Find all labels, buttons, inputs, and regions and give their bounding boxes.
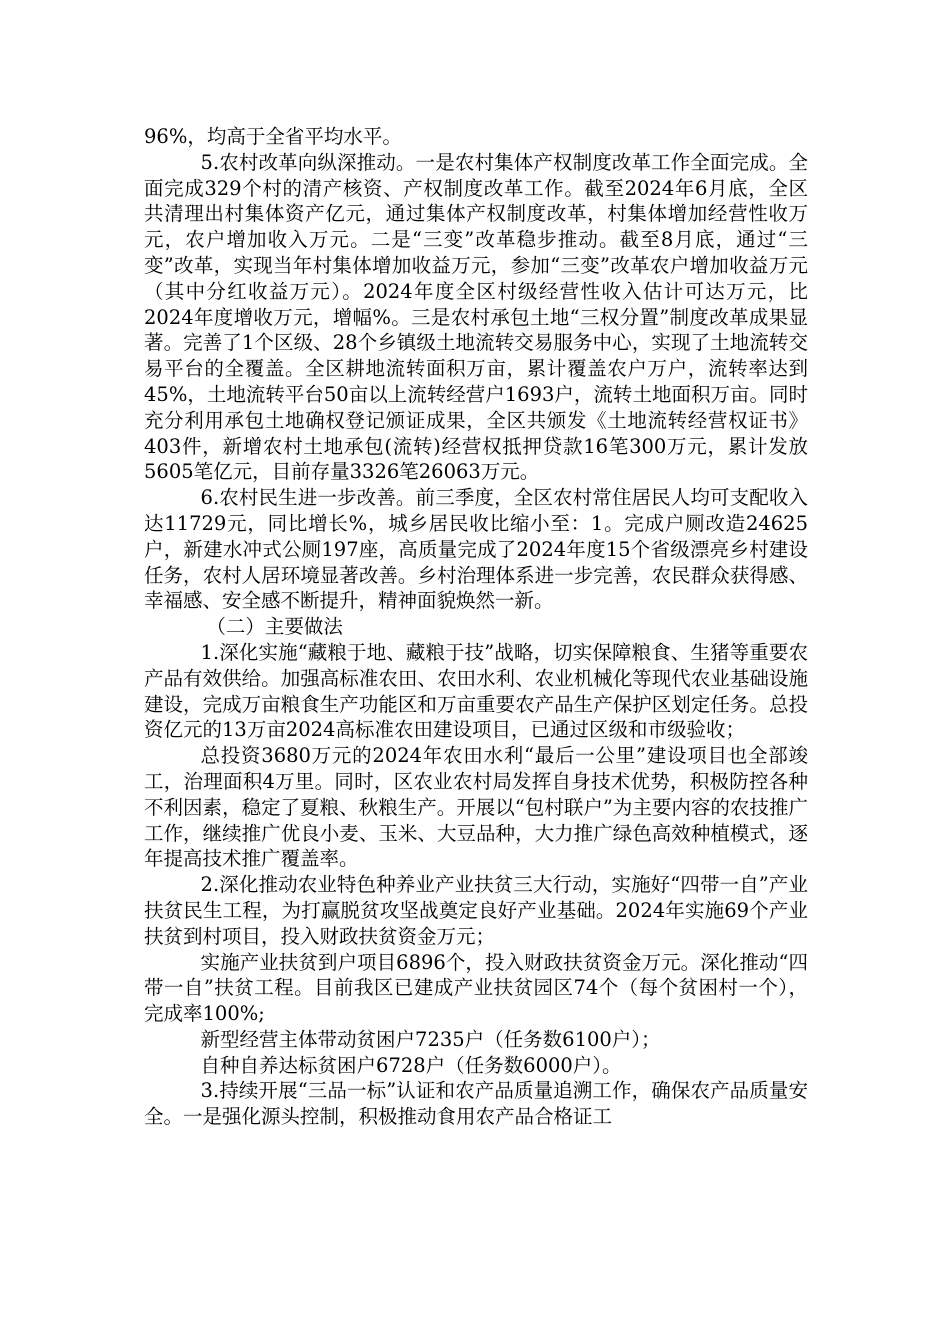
paragraph-continuation: 96%，均高于全省平均水平。 [144,125,402,148]
paragraph-self-sufficient: 自种自养达标贫困户6728户（任务数6000户）。 [200,1053,622,1077]
paragraph-irrigation-project: 总投资3680万元的2024年农田水利“最后一公里”建设项目也全部竣工，治理面积4万里。同时，区农业农村局发挥自身技术优势，积极防控各种不利因素，稳定了夏粮、秋粮生产。开展以“包村联户”为主要内容的农技推广工作，继续推广优良小麦、玉米、大豆品种，大力推广绿色高效种植模式，逐年提高技术推广覆盖率。 [144,744,808,871]
paragraph-poverty-industry: 2.深化推动农业特色种养业产业扶贫三大行动，实施好“四带一自”产业扶贫民生工程，为打赢脱贫攻坚战奠定良好产业基础。2024年实施69个产业扶贫到村项目，投入财政扶贫资金万元； [144,873,808,948]
section-heading-main-practices: （二）主要做法 [206,615,343,639]
paragraph-rural-reform: 5.农村改革向纵深推动。一是农村集体产权制度改革工作全面完成。全面完成329个村的清产核资、产权制度改革工作。截至2024年6月底，全区共清理出村集体资产亿元，通过集体产权制度改革，村集体增加经营性收万元，农户增加收入万元。二是“三变”改革稳步推动。截至8月底，通过“三变”改革，实现当年村集体增加收益万元，参加“三变”改革农户增加收益万元（其中分红收益万元）。2024年度全区村级经营性收入估计可达万元，比2024年度增收万元，增幅%。三是农村承包土地“三权分置”制度改革成果显著。完善了1个区级、28个乡镇级土地流转交易服务中心，实现了土地流转交易平台的全覆盖。全区耕地流转面积万亩，累计覆盖农户万户，流转率达到45%，土地流转平台50亩以上流转经营户1693户，流转土地面积万亩。同时充分利用承包土地确权登记颁证成果，全区共颁发《土地流转经营权证书》403件，新增农村土地承包(流转)经营权抵押贷款16笔300万元，累计发放5605笔亿元，目前存量3326笔26063万元。 [144,150,808,484]
document-page [144,124,808,1130]
paragraph-household-projects: 实施产业扶贫到户项目6896个，投入财政扶贫资金万元。深化推动“四带一自”扶贫工程。目前我区已建成产业扶贫园区74个（每个贫困村一个），完成率100%; [144,950,808,1026]
paragraph-new-operators: 新型经营主体带动贫困户7235户（任务数6100户）； [200,1027,661,1051]
paragraph-rural-livelihood: 6.农村民生进一步改善。前三季度，全区农村常住居民人均可支配收入达11729元，同比增长%，城乡居民收比缩小至：1。完成户厕改造24625户，新建水冲式公厕197座，高质量完成了2024年度15个省级漂亮乡村建设任务，农村人居环境显著改善。乡村治理体系进一步完善，农民群众获得感、幸福感、安全感不断提升，精神面貌焕然一新。 [144,486,808,613]
paragraph-grain-strategy: 1.深化实施“藏粮于地、藏粮于技”战略，切实保障粮食、生猪等重要农产品有效供给。加强高标准农田、农田水利、农业机械化等现代农业基础设施建设，完成万亩粮食生产功能区和万亩重要农产品生产保护区划定任务。总投资亿元的13万亩2024高标准农田建设项目，已通过区级和市级验收； [144,640,808,742]
paragraph-quality-certification: 3.持续开展“三品一标”认证和农产品质量追溯工作，确保农产品质量安全。一是强化源头控制，积极推动食用农产品合格证工 [144,1079,808,1129]
